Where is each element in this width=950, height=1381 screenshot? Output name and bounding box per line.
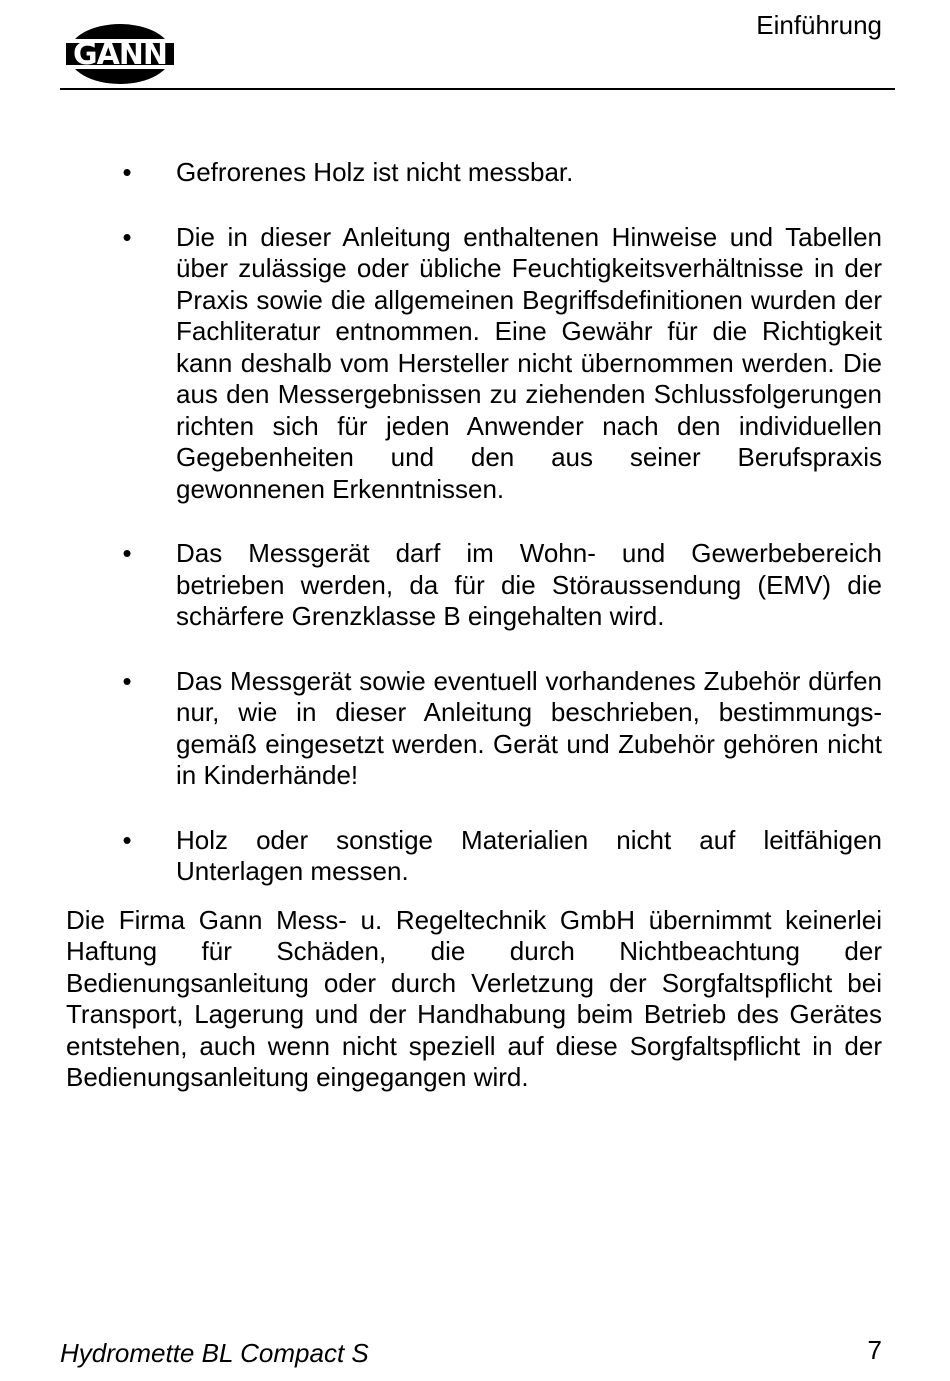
list-item-text: Die in dieser Anleitung enthaltenen Hinweise und Tabellen über zulässige oder übliche Feuchtigkeitsverhältnisse in der Praxis sowie die allgemeinen Begriffsdefinitionen wurden der Fachliteratur entnommen. Eine Gewähr für die Richtigkeit kann deshalb vom Hersteller nicht übernommen werden. Die aus den Messergebnissen zu ziehenden Schlussfolgerungen richten sich für jeden Anwender nach den individuellen Gegebenheiten und den aus seiner Berufspraxis gewonnenen Erkenntnissen. bbox=[176, 221, 882, 504]
list-item-text: Holz oder sonstige Materialien nicht auf leitfähigen Unterlagen messen. bbox=[176, 824, 882, 886]
safety-notes-list bbox=[66, 157, 882, 888]
section-title: Einführung bbox=[756, 10, 882, 40]
liability-disclaimer: Die Firma Gann Mess- u. Regeltechnik GmbH übernimmt keinerlei Haftung für Schäden, die durch Nichtbeachtung der Bedienungsanleitung oder durch Verletzung der Sorgfaltspflicht bei Transport, Lagerung und der Handhabung beim Betrieb des Gerätes entstehen, auch wenn nicht speziell auf diese Sorgfaltspflicht in der Bedienungsanleitung eingegangen wird. bbox=[66, 904, 882, 1092]
list-item bbox=[66, 825, 882, 888]
header-divider bbox=[60, 88, 895, 90]
logo-text: GANN bbox=[72, 37, 168, 72]
page-content bbox=[66, 157, 882, 1094]
page-number: 7 bbox=[867, 1335, 882, 1365]
list-item-text: Gefrorenes Holz ist nicht messbar. bbox=[176, 157, 574, 187]
list-item-text: Das Messgerät sowie eventuell vorhandenes Zubehör dürfen nur, wie in dieser Anleitung beschrieben, bestimmungs-gemäß eingesetzt werden. Gerät und Zubehör gehören nicht in Kinderhände! bbox=[176, 665, 882, 790]
bullet-icon: • bbox=[122, 824, 132, 855]
list-item bbox=[66, 666, 882, 792]
bullet-icon: • bbox=[122, 221, 132, 252]
list-item bbox=[66, 157, 882, 189]
list-item bbox=[66, 538, 882, 633]
gann-logo bbox=[66, 22, 174, 86]
bullet-icon: • bbox=[122, 157, 132, 187]
bullet-icon: • bbox=[122, 538, 132, 568]
footer-product-name: Hydromette BL Compact S bbox=[60, 1338, 369, 1368]
list-item-text: Das Messgerät darf im Wohn- und Gewerbebereich betrieben werden, da für die Störaussendung (EMV) die schärfere Grenzklasse B eingehalten wird. bbox=[176, 538, 882, 631]
list-item bbox=[66, 222, 882, 506]
bullet-icon: • bbox=[122, 665, 132, 696]
